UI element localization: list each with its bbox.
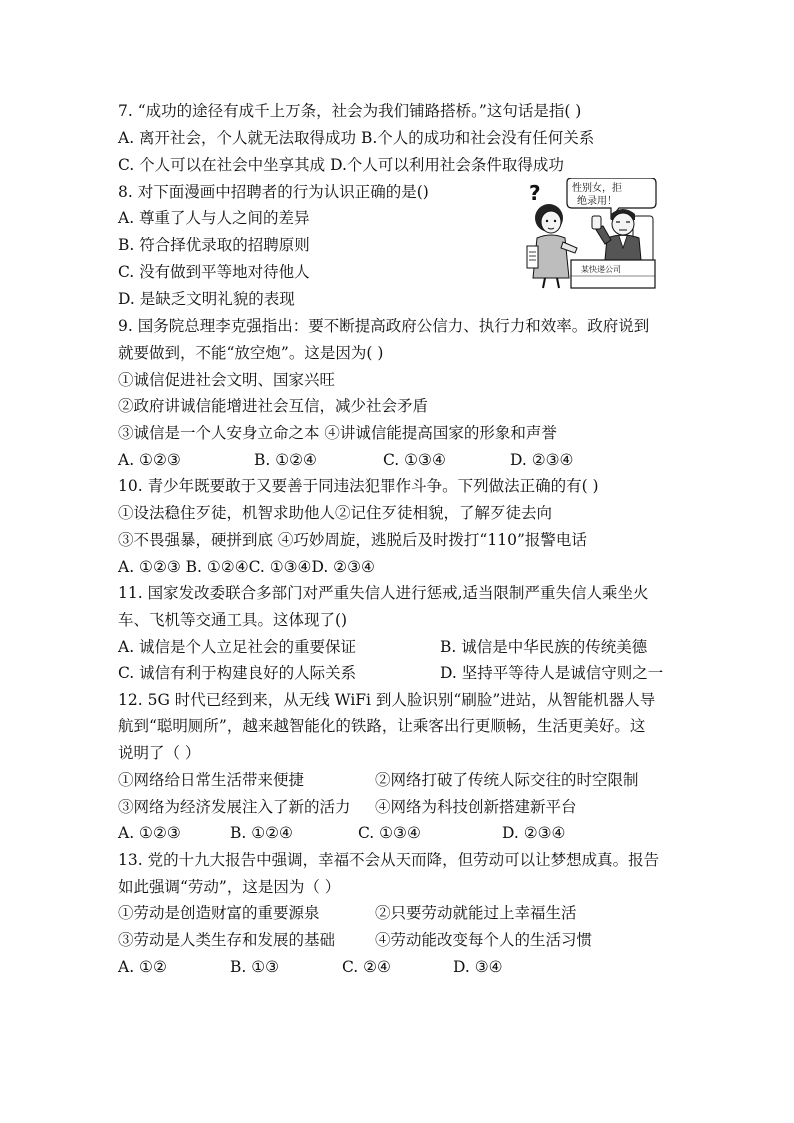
q9-choice-b: B. ①②④: [254, 451, 317, 469]
cartoon-bubble-line-1: 性别女，拒: [572, 183, 622, 194]
q11-stem-line-1: 11. 国家发改委联合多部门对严重失信人进行惩戒,适当限制严重失信人乘坐火: [118, 584, 649, 602]
q13-choice-b: B. ①③: [230, 958, 280, 976]
q12-choice-d: D. ②③④: [502, 824, 566, 842]
q13-stem-line-1: 13. 党的十九大报告中强调，幸福不会从天而降，但劳动可以让梦想成真。报告: [118, 851, 660, 869]
q11-option-c: C. 诚信有利于构建良好的人际关系: [118, 664, 357, 682]
q13-choice-a: A. ①②: [118, 958, 167, 976]
recruitment-cartoon: [515, 178, 658, 290]
q12-choice-a: A. ①②③: [118, 824, 181, 842]
q11-option-a: A. 诚信是个人立足社会的重要保证: [118, 638, 357, 656]
q12-stem-line-1: 12. 5G 时代已经到来，从无线 WiFi 到人脸识别“刷脸”进站，从智能机器人导: [118, 691, 656, 709]
q11-stem-line-2: 车、飞机等交通工具。这体现了(): [118, 611, 348, 629]
q12-statement-2: ②网络打破了传统人际交往的时空限制: [375, 771, 639, 789]
q12-statement-4: ④网络为科技创新搭建新平台: [375, 798, 577, 816]
q13-choice-d: D. ③④: [453, 958, 503, 976]
q9-stem-line-2: 就要做到，不能“放空炮”。这是因为( ): [118, 344, 384, 362]
q8-stem: 8. 对下面漫画中招聘者的行为认识正确的是(): [118, 183, 429, 201]
q9-statement-3: ③诚信是一个人安身立命之本 ④讲诚信能提高国家的形象和声誉: [118, 424, 557, 442]
q13-statement-3: ③劳动是人类生存和发展的基础: [118, 931, 336, 949]
q7-options-line-1: A. 离开社会，个人就无法取得成功 B.个人的成功和社会没有任何关系: [118, 129, 595, 147]
q11-option-b: B. 诚信是中华民族的传统美德: [440, 638, 648, 656]
cartoon-bubble-line-2: 绝录用！: [577, 196, 617, 207]
q10-statement-1: ①设法稳住歹徒，机智求助他人②记住歹徒相貌，了解歹徒去向: [118, 504, 553, 522]
cartoon-question-mark: ?: [529, 181, 541, 205]
q10-stem: 10. 青少年既要敢于又要善于同违法犯罪作斗争。下列做法正确的有( ): [118, 477, 599, 495]
q9-choice-d: D. ②③④: [510, 451, 574, 469]
q7-options-line-2: C. 个人可以在社会中坐享其成 D.个人可以利用社会条件取得成功: [118, 156, 564, 174]
q8-option-d: D. 是缺乏文明礼貌的表现: [118, 290, 295, 308]
q13-statement-1: ①劳动是创造财富的重要源泉: [118, 904, 320, 922]
q9-choice-c: C. ①③④: [383, 451, 446, 469]
q9-statement-2: ②政府讲诚信能增进社会互信，减少社会矛盾: [118, 397, 429, 415]
cartoon-illustration: [515, 178, 658, 290]
q8-option-a: A. 尊重了人与人之间的差异: [118, 209, 310, 227]
q12-stem-line-3: 说明了（ ）: [118, 744, 201, 762]
q13-statement-2: ②只要劳动就能过上幸福生活: [375, 904, 577, 922]
q9-stem-line-1: 9. 国务院总理李克强指出：要不断提高政府公信力、执行力和效率。政府说到: [118, 317, 650, 335]
q9-choice-a: A. ①②③: [118, 451, 181, 469]
q8-option-b: B. 符合择优录取的招聘原则: [118, 236, 310, 254]
q8-option-c: C. 没有做到平等地对待他人: [118, 263, 310, 281]
q7-stem: 7. “成功的途径有成千上万条，社会为我们铺路搭桥。”这句话是指( ): [118, 102, 582, 120]
q11-option-d: D. 坚持平等待人是诚信守则之一: [440, 664, 664, 682]
q13-choice-c: C. ②④: [342, 958, 391, 976]
q12-choice-c: C. ①③④: [358, 824, 421, 842]
q10-choices: A. ①②③ B. ①②④C. ①③④D. ②③④: [118, 558, 375, 576]
desk-label: 某快递公司: [581, 265, 621, 274]
q9-statement-1: ①诚信促进社会文明、国家兴旺: [118, 371, 336, 389]
q13-stem-line-2: 如此强调“劳动”，这是因为（ ）: [118, 878, 341, 896]
q12-statement-3: ③网络为经济发展注入了新的活力: [118, 798, 351, 816]
q12-statement-1: ①网络给日常生活带来便捷: [118, 771, 305, 789]
q13-statement-4: ④劳动能改变每个人的生活习惯: [375, 931, 593, 949]
q10-statement-2: ③不畏强暴，硬拼到底 ④巧妙周旋，逃脱后及时拨打“110”报警电话: [118, 531, 587, 549]
q12-stem-line-2: 航到“聪明厕所”，越来越智能化的铁路，让乘客出行更顺畅，生活更美好。这: [118, 717, 646, 735]
q12-choice-b: B. ①②④: [230, 824, 293, 842]
